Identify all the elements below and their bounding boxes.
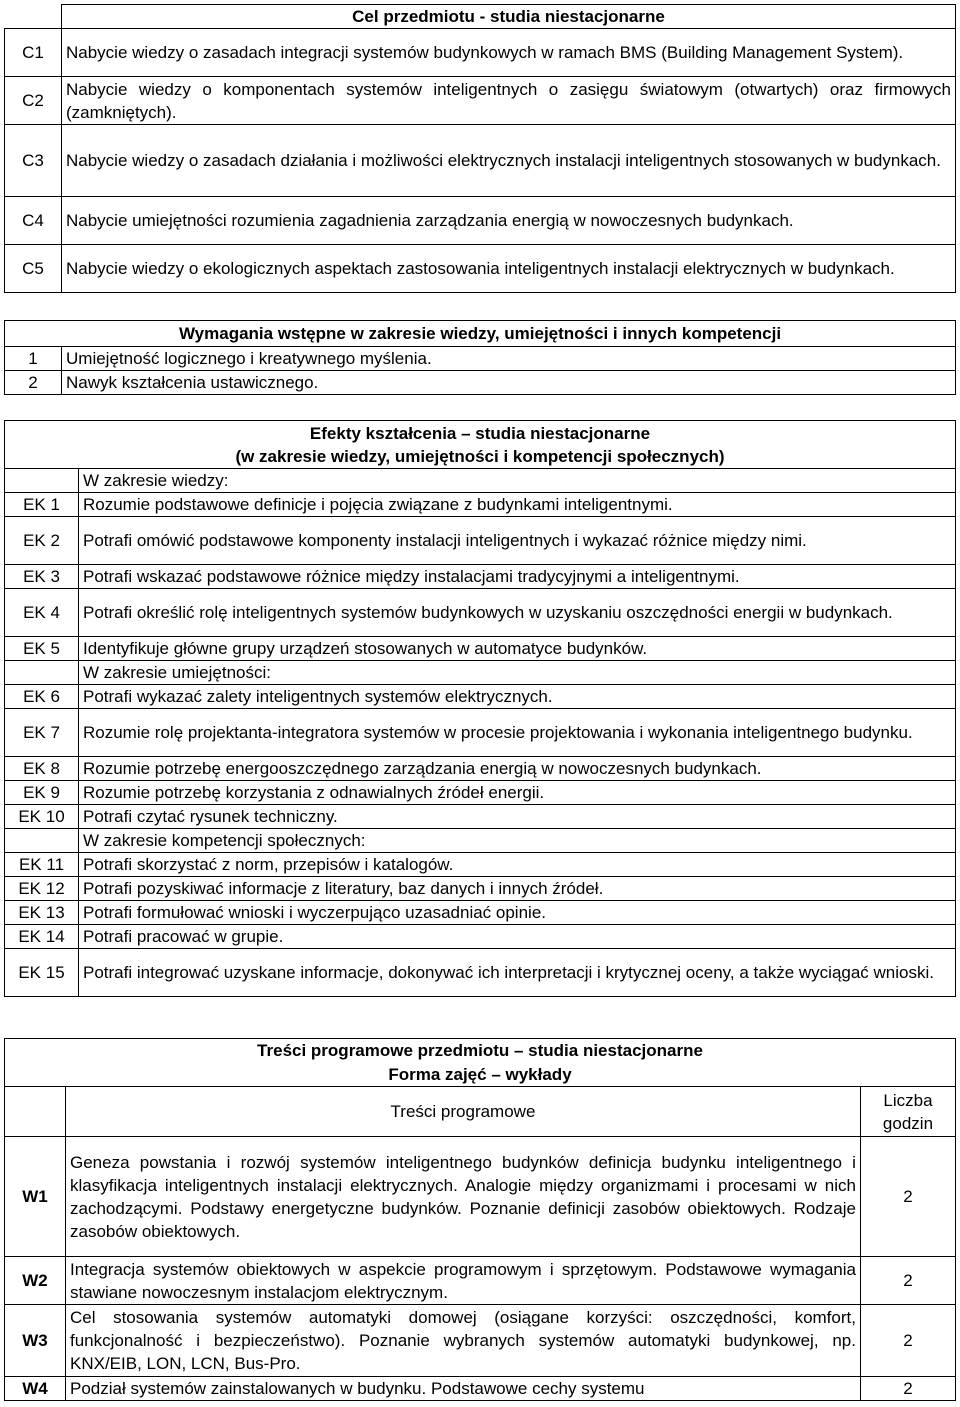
efekty-code: EK 4 xyxy=(5,589,79,637)
efekty-text: Potrafi formułować wnioski i wyczerpująco uzasadniać opinie. xyxy=(79,901,956,925)
table-row xyxy=(5,517,956,565)
cele-text: Nabycie umiejętności rozumienia zagadnienia zarządzania energią w nowoczesnych budynkach. xyxy=(62,197,956,245)
efekty-text: Potrafi czytać rysunek techniczny. xyxy=(79,805,956,829)
tresci-hours: 2 xyxy=(860,1257,955,1305)
section-label-kompetencje: W zakresie kompetencji społecznych: xyxy=(79,829,956,853)
cele-text: Nabycie wiedzy o zasadach działania i możliwości elektrycznych instalacji inteligentnych stosowanych w budynkach. xyxy=(62,125,956,197)
efekty-text: Rozumie rolę projektanta-integratora systemów w procesie projektowania i wykonania inteligentnego budynku. xyxy=(79,709,956,757)
section-label-wiedza: W zakresie wiedzy: xyxy=(79,469,956,493)
tresci-table xyxy=(4,1038,956,1401)
table-row xyxy=(5,565,956,589)
tresci-text: Integracja systemów obiektowych w aspekcie programowym i sprzętowym. Podstawowe wymagania stawiane nowoczesnym instalacjom elektrycznym. xyxy=(66,1257,861,1305)
efekty-text: Potrafi omówić podstawowe komponenty instalacji inteligentnych i wykazać różnice między nimi. xyxy=(79,517,956,565)
table-row xyxy=(5,1257,956,1305)
tresci-text: Cel stosowania systemów automatyki domowej (osiągane korzyści: oszczędności, komfort, funkcjonalność i bezpieczeństwo). Poznanie wybranych systemów automatyki budynkowej, np. KNX/EIB, LON, LCN, Bus-Pro. xyxy=(66,1305,861,1377)
wymagania-code: 1 xyxy=(5,347,62,371)
efekty-text: Potrafi skorzystać z norm, przepisów i katalogów. xyxy=(79,853,956,877)
efekty-code: EK 1 xyxy=(5,493,79,517)
table-row xyxy=(5,371,956,395)
cele-code: C3 xyxy=(5,125,62,197)
tresci-code: W2 xyxy=(5,1257,66,1305)
table-row xyxy=(5,805,956,829)
tresci-code: W3 xyxy=(5,1305,66,1377)
table-row xyxy=(5,493,956,517)
efekty-code: EK 11 xyxy=(5,853,79,877)
cele-text: Nabycie wiedzy o komponentach systemów inteligentnych o zasięgu światowym (otwartych) oraz firmowych (zamkniętych). xyxy=(62,77,956,125)
tresci-code: W4 xyxy=(5,1377,66,1401)
efekty-code: EK 3 xyxy=(5,565,79,589)
efekty-text: Rozumie podstawowe definicje i pojęcia związane z budynkami inteligentnymi. xyxy=(79,493,956,517)
tresci-code: W1 xyxy=(5,1137,66,1257)
cele-code: C1 xyxy=(5,29,62,77)
table-row xyxy=(5,197,956,245)
efekty-title-line1: Efekty kształcenia – studia niestacjonarne xyxy=(309,423,651,443)
table-row xyxy=(5,901,956,925)
efekty-text: Rozumie potrzebę energooszczędnego zarządzania energią w nowoczesnych budynkach. xyxy=(79,757,956,781)
cele-text: Nabycie wiedzy o zasadach integracji systemów budynkowych w ramach BMS (Building Management System). xyxy=(62,29,956,77)
table-row xyxy=(5,781,956,805)
efekty-text: Potrafi pracować w grupie. xyxy=(79,925,956,949)
table-row xyxy=(5,589,956,637)
efekty-code: EK 10 xyxy=(5,805,79,829)
section-row xyxy=(5,829,956,853)
efekty-code: EK 6 xyxy=(5,685,79,709)
efekty-text: Potrafi pozyskiwać informacje z literatury, baz danych i innych źródeł. xyxy=(79,877,956,901)
table-row xyxy=(5,757,956,781)
wymagania-text: Umiejętność logicznego i kreatywnego myślenia. xyxy=(62,347,956,371)
cele-code: C4 xyxy=(5,197,62,245)
table-row xyxy=(5,1137,956,1257)
efekty-code: EK 7 xyxy=(5,709,79,757)
table-row xyxy=(5,949,956,997)
cele-table xyxy=(4,4,956,293)
efekty-code: EK 8 xyxy=(5,757,79,781)
efekty-code: EK 13 xyxy=(5,901,79,925)
section-label-umiejetnosci: W zakresie umiejętności: xyxy=(79,661,956,685)
table-row xyxy=(5,1305,956,1377)
tresci-form: Forma zajęć – wykłady xyxy=(5,1063,956,1087)
wymagania-title: Wymagania wstępne w zakresie wiedzy, umiejętności i innych kompetencji xyxy=(5,321,956,347)
table-row xyxy=(5,1377,956,1401)
efekty-code: EK 12 xyxy=(5,877,79,901)
table-row xyxy=(5,877,956,901)
table-row xyxy=(5,637,956,661)
col-header-content: Treści programowe xyxy=(66,1087,861,1137)
table-row xyxy=(5,245,956,293)
col-header-hours: Liczba godzin xyxy=(860,1087,955,1137)
efekty-code: EK 5 xyxy=(5,637,79,661)
table-row xyxy=(5,29,956,77)
table-row xyxy=(5,709,956,757)
section-row xyxy=(5,661,956,685)
wymagania-text: Nawyk kształcenia ustawicznego. xyxy=(62,371,956,395)
tresci-text: Geneza powstania i rozwój systemów inteligentnego budynków definicja budynku inteligentnego i klasyfikacja inteligentnych instalacji elektrycznych. Analogie między organizmami i procesami w nich zachodzącymi. Podstawy energetyczne budynków. Poznanie definicji zasobów obiektowych. Rodzaje zasobów obiektowych. xyxy=(66,1137,861,1257)
section-row xyxy=(5,469,956,493)
table-row xyxy=(5,925,956,949)
efekty-text: Potrafi integrować uzyskane informacje, dokonywać ich interpretacji i krytycznej oceny, a także wyciągać wnioski. xyxy=(79,949,956,997)
efekty-code: EK 15 xyxy=(5,949,79,997)
efekty-text: Potrafi wykazać zalety inteligentnych systemów elektrycznych. xyxy=(79,685,956,709)
table-row xyxy=(5,125,956,197)
efekty-code: EK 14 xyxy=(5,925,79,949)
tresci-hours: 2 xyxy=(860,1137,955,1257)
efekty-text: Potrafi określić rolę inteligentnych systemów budynkowych w uzyskaniu oszczędności energii w budynkach. xyxy=(79,589,956,637)
table-row xyxy=(5,685,956,709)
efekty-code: EK 9 xyxy=(5,781,79,805)
efekty-title xyxy=(5,421,956,469)
tresci-hours: 2 xyxy=(860,1377,955,1401)
table-row xyxy=(5,77,956,125)
table-row xyxy=(5,853,956,877)
efekty-table xyxy=(4,420,956,997)
cele-code: C2 xyxy=(5,77,62,125)
efekty-text: Potrafi wskazać podstawowe różnice między instalacjami tradycyjnymi a inteligentnymi. xyxy=(79,565,956,589)
wymagania-table xyxy=(4,320,956,395)
efekty-text: Rozumie potrzebę korzystania z odnawialnych źródeł energii. xyxy=(79,781,956,805)
tresci-hours: 2 xyxy=(860,1305,955,1377)
efekty-text: Identyfikuje główne grupy urządzeń stosowanych w automatyce budynków. xyxy=(79,637,956,661)
efekty-code: EK 2 xyxy=(5,517,79,565)
wymagania-code: 2 xyxy=(5,371,62,395)
tresci-title: Treści programowe przedmiotu – studia niestacjonarne xyxy=(5,1039,956,1063)
table-row xyxy=(5,347,956,371)
efekty-title-line2: (w zakresie wiedzy, umiejętności i kompetencji społecznych) xyxy=(235,446,725,466)
cele-title: Cel przedmiotu - studia niestacjonarne xyxy=(62,5,956,29)
cele-text: Nabycie wiedzy o ekologicznych aspektach zastosowania inteligentnych instalacji elektrycznych w budynkach. xyxy=(62,245,956,293)
cele-code: C5 xyxy=(5,245,62,293)
tresci-text: Podział systemów zainstalowanych w budynku. Podstawowe cechy systemu xyxy=(66,1377,861,1401)
